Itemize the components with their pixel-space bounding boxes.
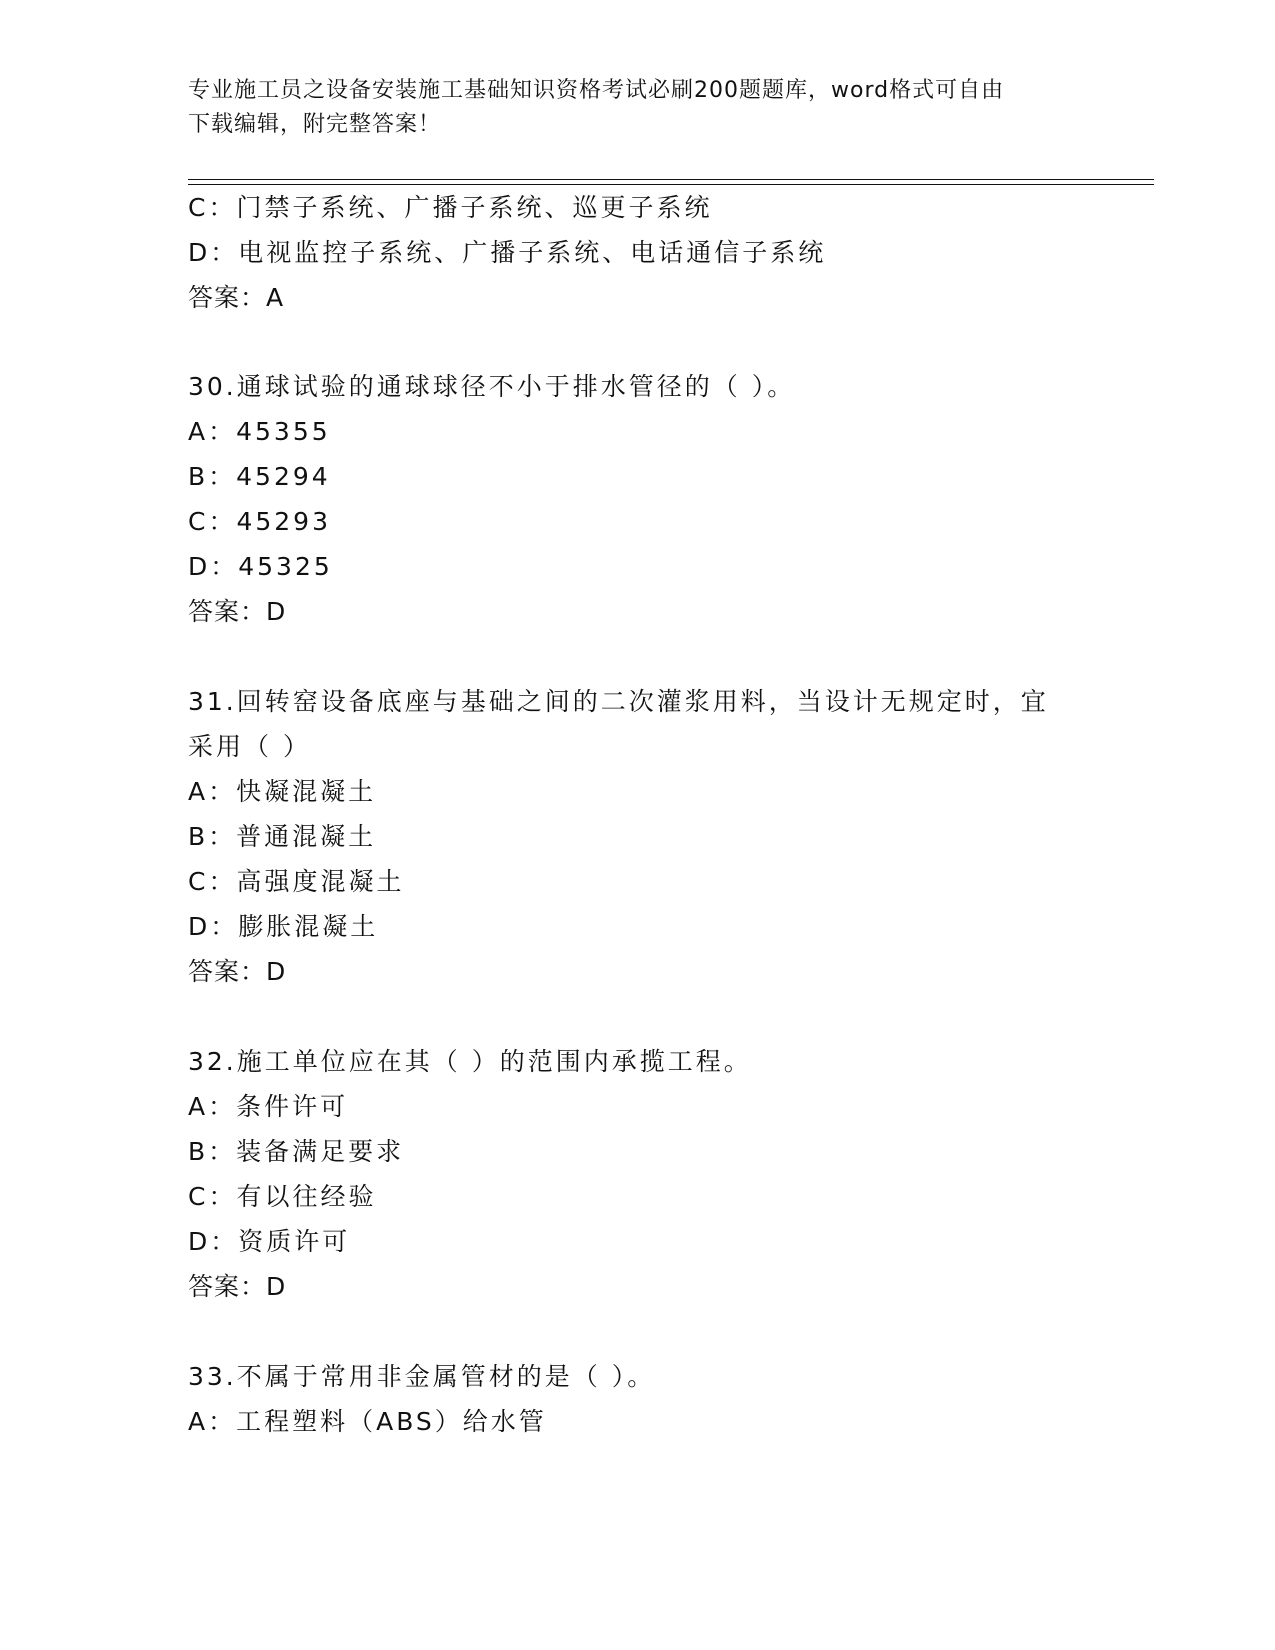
header-divider-bottom: [188, 184, 1154, 185]
question-32-stem: 32.施工单位应在其（ ）的范围内承揽工程。: [188, 1047, 752, 1076]
question-30-stem: 30.通球试验的通球球径不小于排水管径的（ ）。: [188, 372, 796, 401]
header-divider-top: [188, 179, 1154, 180]
option-c: C：门禁子系统、广播子系统、巡更子系统: [188, 193, 713, 222]
question-30-option-b: B：45294: [188, 462, 331, 491]
question-31-option-a: A：快凝混凝土: [188, 777, 377, 806]
question-32-option-b: B：装备满足要求: [188, 1137, 405, 1166]
question-32-option-c: C：有以往经验: [188, 1182, 377, 1211]
answer-line: 答案：A: [188, 283, 285, 312]
question-31-stem-line-2: 采用（ ）: [188, 732, 311, 761]
option-d: D：电视监控子系统、广播子系统、电话通信子系统: [188, 238, 827, 267]
question-33-stem: 33.不属于常用非金属管材的是（ ）。: [188, 1362, 656, 1391]
question-31-answer: 答案：D: [188, 957, 287, 986]
question-33-option-a: A：工程塑料（ABS）给水管: [188, 1407, 547, 1436]
question-32-option-a: A：条件许可: [188, 1092, 349, 1121]
question-31-option-d: D：膨胀混凝土: [188, 912, 379, 941]
question-31-option-b: B：普通混凝土: [188, 822, 377, 851]
question-32-answer: 答案：D: [188, 1272, 287, 1301]
question-30-answer: 答案：D: [188, 597, 287, 626]
question-31-stem-line-1: 31.回转窑设备底座与基础之间的二次灌浆用料，当设计无规定时，宜: [188, 687, 1049, 716]
header-title-line-2: 下载编辑，附完整答案！: [188, 112, 442, 137]
question-30-option-d: D：45325: [188, 552, 333, 581]
question-30-option-a: A：45355: [188, 417, 331, 446]
document-header: [188, 74, 1068, 142]
header-title-line-1: 专业施工员之设备安装施工基础知识资格考试必刷200题题库，word格式可自由: [188, 78, 1005, 103]
question-31-option-c: C：高强度混凝土: [188, 867, 405, 896]
question-30-option-c: C：45293: [188, 507, 331, 536]
question-32-option-d: D：资质许可: [188, 1227, 351, 1256]
